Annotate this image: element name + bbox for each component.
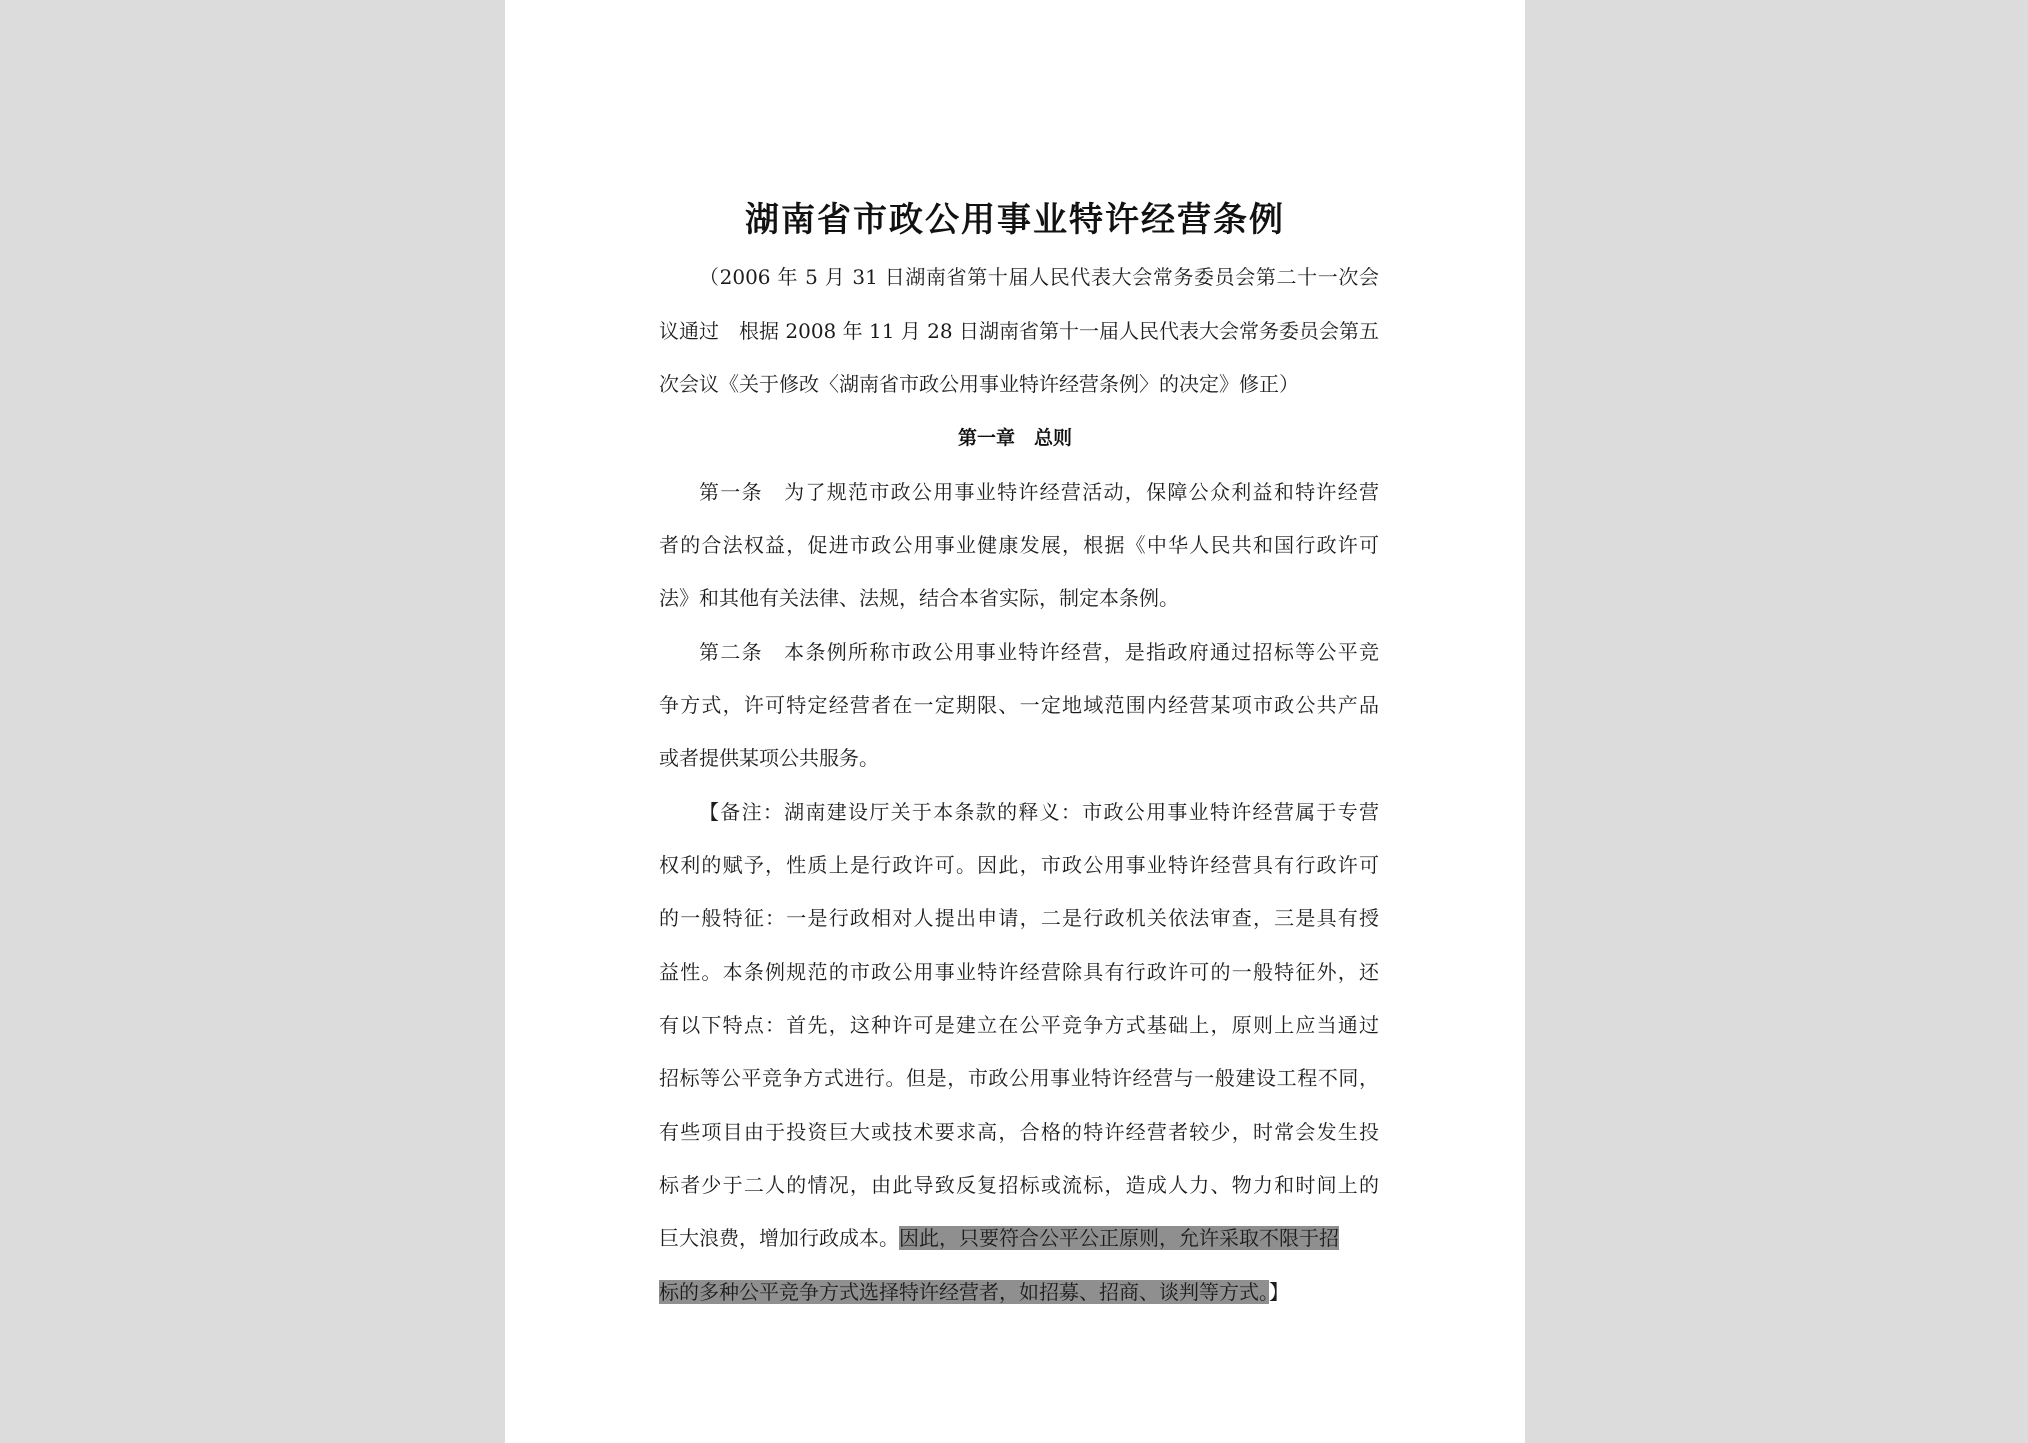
note-line: 益性。本条例规范的市政公用事业特许经营除具有行政许可的一般特征外，还 [659,960,1379,984]
note-text: 巨大浪费，增加行政成本。 [659,1226,899,1250]
article-line: 第二条 本条例所称市政公用事业特许经营，是指政府通过招标等公平竞 [699,640,1379,664]
note-line: 权利的赋予，性质上是行政许可。因此，市政公用事业特许经营具有行政许可 [659,853,1379,877]
note-line: 有以下特点：首先，这种许可是建立在公平竞争方式基础上，原则上应当通过 [659,1013,1379,1037]
note-line: 招标等公平竞争方式进行。但是，市政公用事业特许经营与一般建设工程不同， [659,1066,1379,1090]
article-line: 或者提供某项公共服务。 [659,746,879,770]
chapter-heading: 第一章 总则 [957,427,1072,449]
highlighted-text: 标的多种公平竞争方式选择特许经营者，如招募、招商、谈判等方式。 [659,1280,1269,1304]
note-line: 标者少于二人的情况，由此导致反复招标或流标，造成人力、物力和时间上的 [659,1173,1379,1197]
document-page [505,0,1525,1443]
article-line: 第一条 为了规范市政公用事业特许经营活动，保障公众利益和特许经营 [699,480,1379,504]
preamble-line: 议通过 根据 2008 年 11 月 28 日湖南省第十一届人民代表大会常务委员会第五 [659,319,1379,343]
article-line: 法》和其他有关法律、法规，结合本省实际，制定本条例。 [659,586,1179,610]
note-line: 【备注：湖南建设厅关于本条款的释义：市政公用事业特许经营属于专营 [699,800,1379,824]
note-line [659,1223,1379,1253]
document-title: 湖南省市政公用事业特许经营条例 [745,200,1285,240]
preamble-line: 次会议《关于修改〈湖南省市政公用事业特许经营条例〉的决定》修正） [659,372,1299,396]
note-line [659,1277,1379,1307]
preamble-line: （2006 年 5 月 31 日湖南省第十届人民代表大会常务委员会第二十一次会 [699,265,1379,289]
note-bracket: 】 [1269,1280,1289,1304]
note-line: 有些项目由于投资巨大或技术要求高，合格的特许经营者较少，时常会发生投 [659,1120,1379,1144]
article-line: 争方式，许可特定经营者在一定期限、一定地域范围内经营某项市政公共产品 [659,693,1379,717]
article-line: 者的合法权益，促进市政公用事业健康发展，根据《中华人民共和国行政许可 [659,533,1379,557]
note-line: 的一般特征：一是行政相对人提出申请，二是行政机关依法审查，三是具有授 [659,906,1379,930]
highlighted-text: 因此，只要符合公平公正原则，允许采取不限于招 [899,1226,1339,1250]
